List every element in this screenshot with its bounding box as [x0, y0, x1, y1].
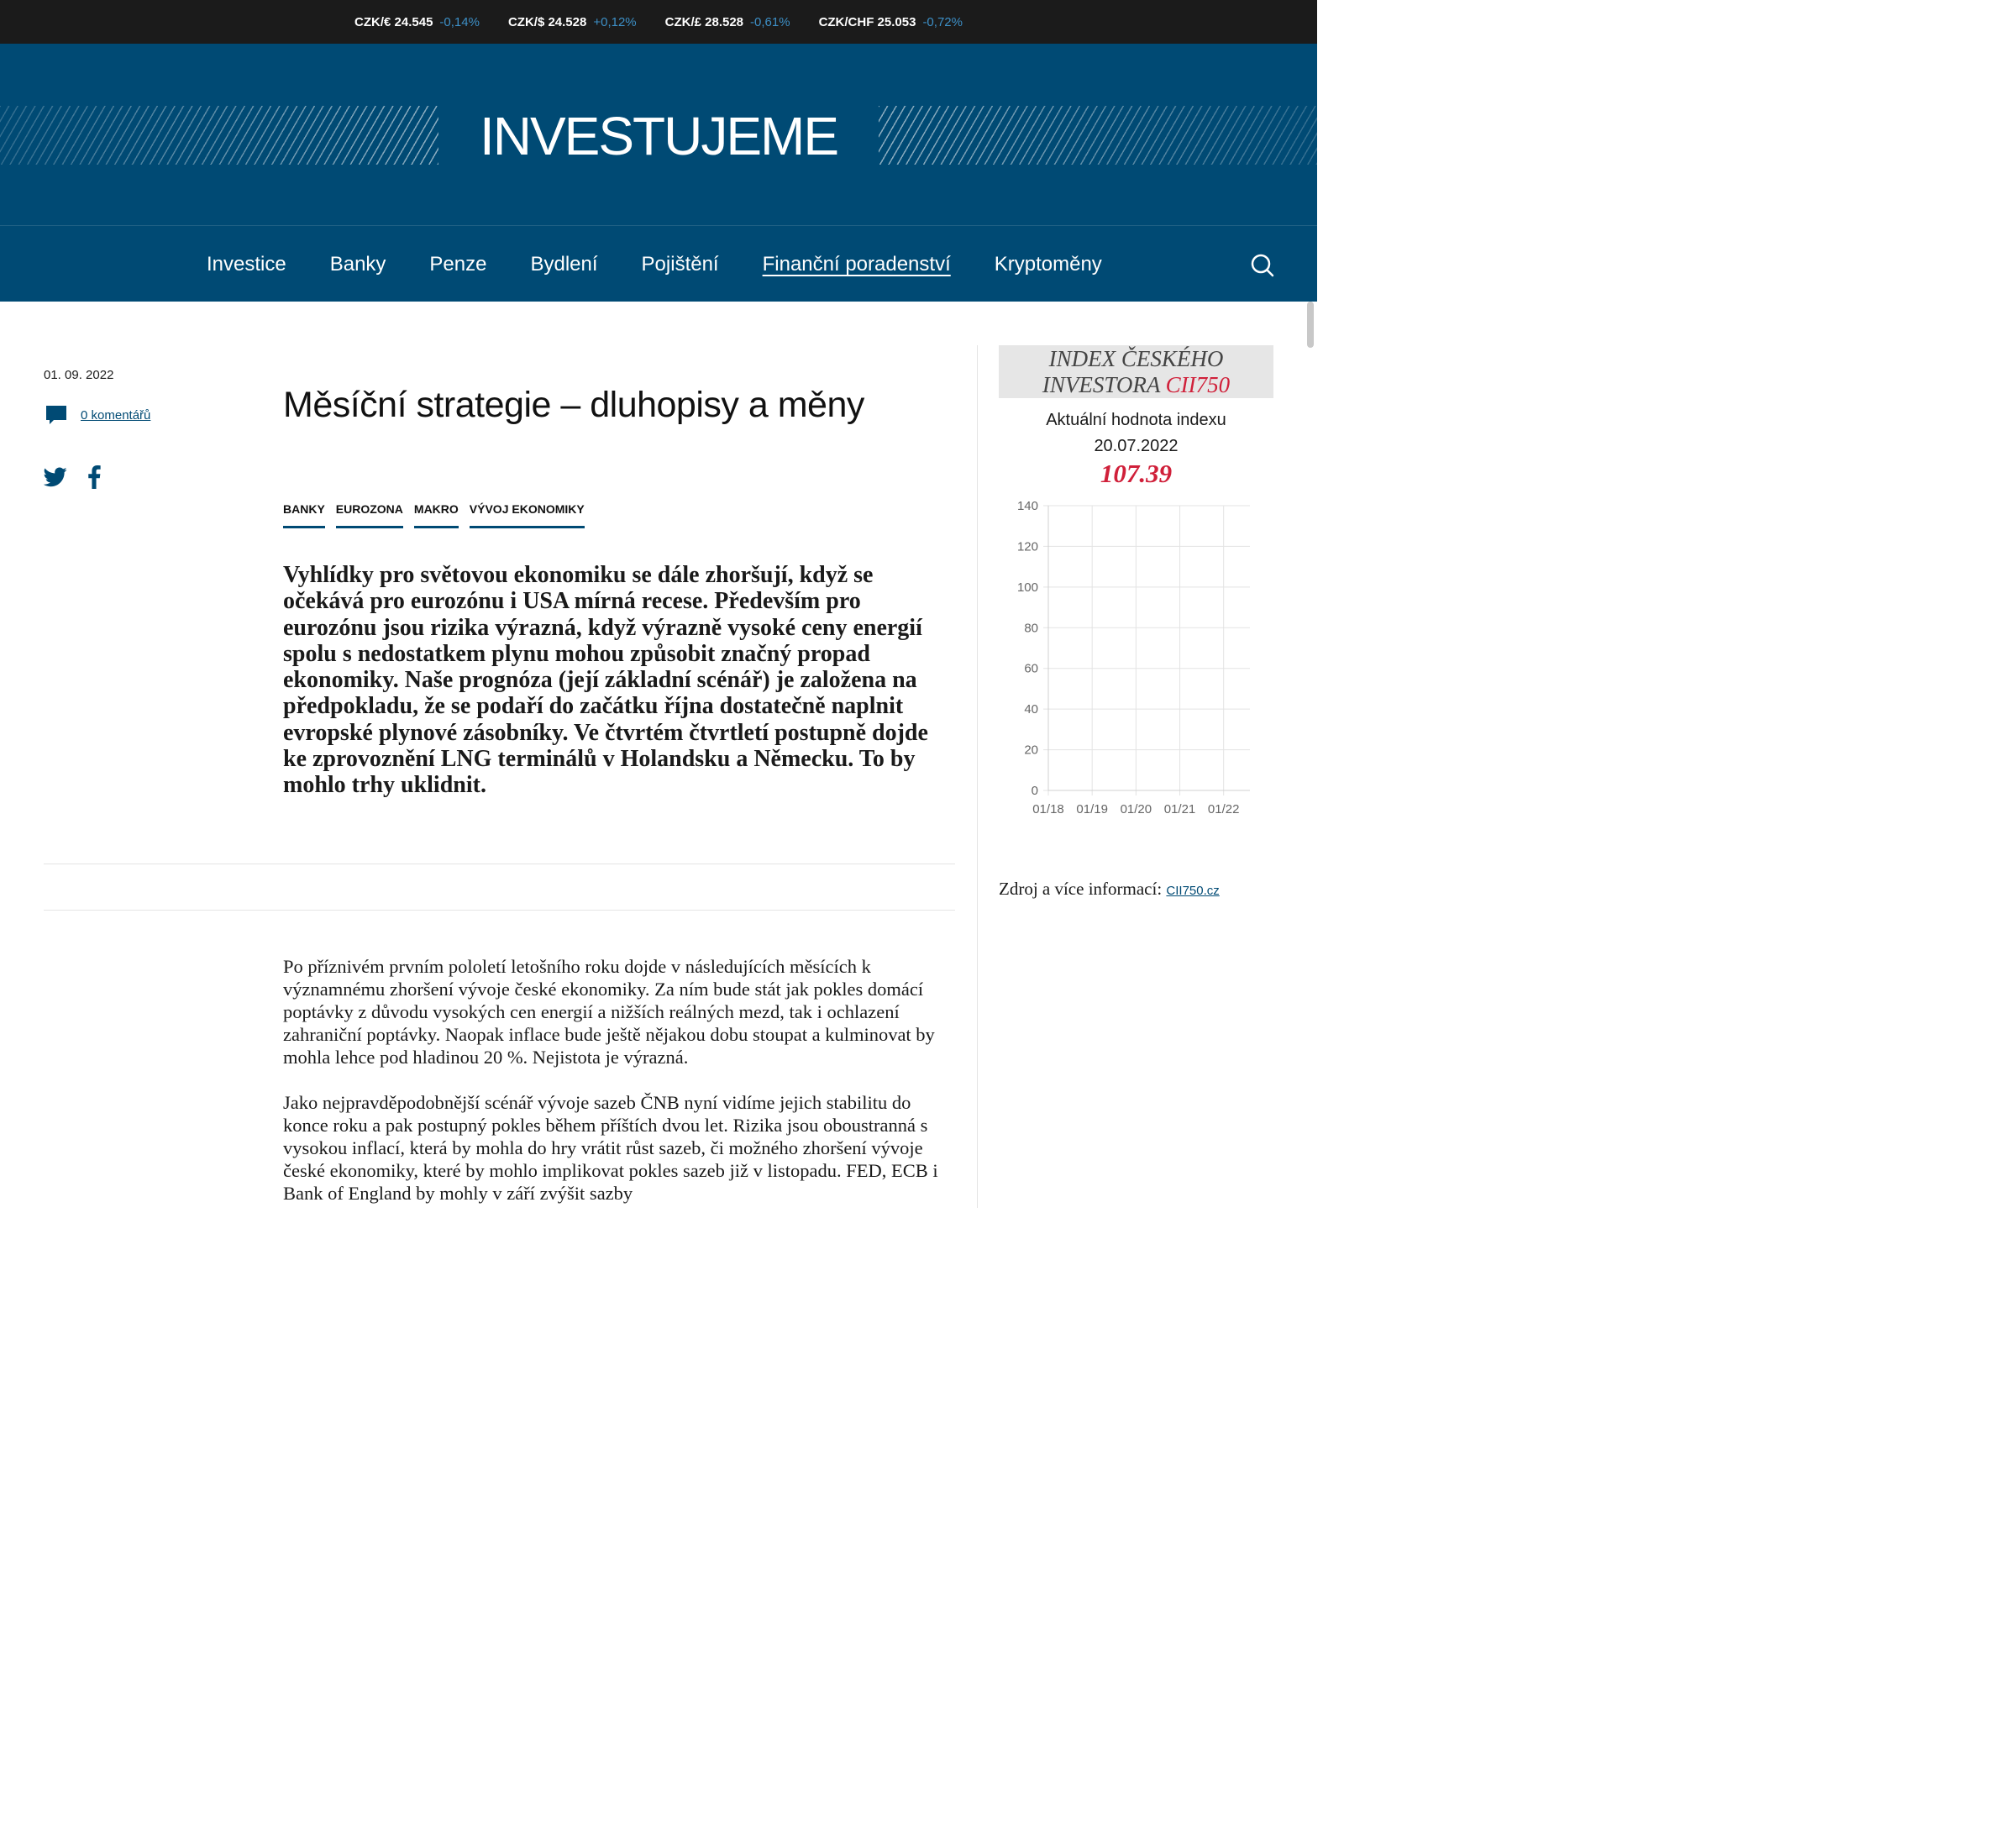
search-button[interactable]: [1250, 253, 1275, 278]
y-tick-label: 120: [1016, 539, 1038, 554]
search-icon: [1250, 253, 1275, 278]
ticker-pair: CZK/CHF 25.053: [818, 14, 916, 29]
x-tick-label: 01/21: [1163, 802, 1196, 816]
ticker-change: +0,12%: [593, 14, 637, 29]
comments-link[interactable]: 0 komentářů: [81, 407, 151, 423]
y-tick-label: 80: [1024, 621, 1038, 636]
index-chart: [999, 496, 1259, 823]
ticker-pair: CZK/$ 24.528: [507, 14, 587, 29]
facebook-icon[interactable]: [87, 465, 101, 489]
index-widget-title: [999, 345, 1273, 398]
x-tick-label: 01/20: [1120, 802, 1152, 816]
currency-ticker: [0, 0, 1317, 44]
y-tick-label: 0: [1031, 784, 1038, 798]
twitter-icon[interactable]: [44, 467, 67, 487]
ticker-change: -0,14%: [439, 14, 480, 29]
nav-item-financni-poradenstvi[interactable]: Finanční poradenství: [762, 252, 951, 276]
y-tick-label: 20: [1024, 743, 1038, 758]
index-title-line2: [999, 372, 1273, 398]
masthead: [0, 44, 1317, 225]
ticker-chf: [819, 15, 963, 29]
decorative-stripes-right: [879, 106, 1317, 165]
index-label: Aktuální hodnota indexu: [1046, 411, 1226, 429]
article-date: 01. 09. 2022: [44, 368, 114, 382]
comment-icon: [44, 403, 69, 427]
ticker-change: -0,61%: [750, 14, 790, 29]
y-tick-label: 40: [1024, 702, 1038, 717]
ticker-pair: CZK/£ 28.528: [664, 14, 744, 29]
article-tags: [283, 502, 585, 528]
index-title-line1: INDEX ČESKÉHO: [1048, 346, 1224, 371]
nav-item-investice[interactable]: Investice: [207, 252, 286, 276]
nav-item-banky[interactable]: Banky: [329, 252, 386, 276]
y-tick-label: 60: [1024, 661, 1038, 676]
comments-link-group[interactable]: [44, 403, 150, 427]
index-title-investor: INVESTORA: [1042, 372, 1160, 397]
divider: [44, 910, 955, 911]
page-scrollbar-thumb[interactable]: [1307, 302, 1314, 348]
index-value: 107.39: [1100, 459, 1173, 488]
index-source: [999, 879, 1220, 900]
y-tick-label: 140: [1016, 499, 1038, 513]
x-tick-label: 01/18: [1032, 802, 1064, 816]
article-perex: Vyhlídky pro světovou ekonomiku se dále zhoršují, když se očekává pro eurozónu i USA mírná recese. Především pro eurozónu jsou rizika výrazná, když výrazně vysoké ceny energií spolu s nedostatkem plynu mohou způsobit značný propad ekonomiky. Naše prognóza (její základní scénář) je založena na předpokladu, že se podaří do začátku října dostatečně naplnit evropské plynové zásobníky. Ve čtvrtém čtvrtletí postupně dojde ke zprovoznění LNG terminálů v Holandsku a Německu. To by mohlo trhy uklidnit.: [283, 562, 928, 799]
article-title: Měsíční strategie – dluhopisy a měny: [283, 385, 864, 425]
index-date: 20.07.2022: [1094, 437, 1179, 455]
nav-item-kryptomeny[interactable]: Kryptoměny: [994, 252, 1102, 276]
article-paragraph: Po příznivém prvním pololetí letošního roku dojde v následujících měsících k významnému zhoršení vývoje české ekonomiky. Za ním bude stát jak pokles domácí poptávky z důvodu vysokých cen energií a nižších reálných mezd, tak i ochlazení zahraniční poptávky. Naopak inflace bude ještě nějakou dobu stoupat a kulminovat by mohla lehce pod hladinou 20 %. Nejistota je výrazná.: [283, 956, 935, 1068]
x-tick-label: 01/22: [1207, 802, 1240, 816]
tag-vyvoj-ekonomiky[interactable]: VÝVOJ EKONOMIKY: [470, 502, 585, 528]
decorative-stripes-left: [0, 106, 438, 165]
site-logo[interactable]: INVESTUJEME: [479, 106, 838, 166]
tag-makro[interactable]: MAKRO: [414, 502, 459, 528]
nav-item-pojisteni[interactable]: Pojištění: [641, 252, 719, 276]
ticker-pair: CZK/€ 24.545: [354, 14, 433, 29]
ticker-change: -0,72%: [922, 14, 963, 29]
nav-item-bydleni[interactable]: Bydlení: [530, 252, 598, 276]
nav-item-penze[interactable]: Penze: [429, 252, 487, 276]
x-tick-label: 01/19: [1076, 802, 1108, 816]
article-paragraph: Jako nejpravděpodobnější scénář vývoje sazeb ČNB nyní vidíme jejich stabilitu do konce roku a pak postupný pokles během příštích dvou let. Rizika jsou oboustranná s vysokou inflací, která by mohla do hry vrátit růst sazeb, či možného zhoršení vývoje české ekonomiky, které by mohlo implikovat pokles sazeb již v listopadu. FED, ECB i Bank of England by mohly v září zvýšit sazby: [283, 1092, 938, 1204]
share-buttons: [44, 465, 101, 489]
tag-banky[interactable]: BANKY: [283, 502, 325, 528]
sidebar-divider: [977, 345, 978, 1208]
source-label: Zdroj a více informací:: [999, 879, 1163, 899]
ticker-eur: [354, 15, 480, 29]
main-nav: [0, 225, 1317, 302]
tag-eurozona[interactable]: EUROZONA: [336, 502, 403, 528]
y-tick-label: 100: [1016, 580, 1038, 595]
ticker-usd: [508, 15, 637, 29]
source-link[interactable]: CII750.cz: [1166, 884, 1220, 898]
index-title-code: CII750: [1165, 372, 1231, 397]
ticker-gbp: [665, 15, 790, 29]
